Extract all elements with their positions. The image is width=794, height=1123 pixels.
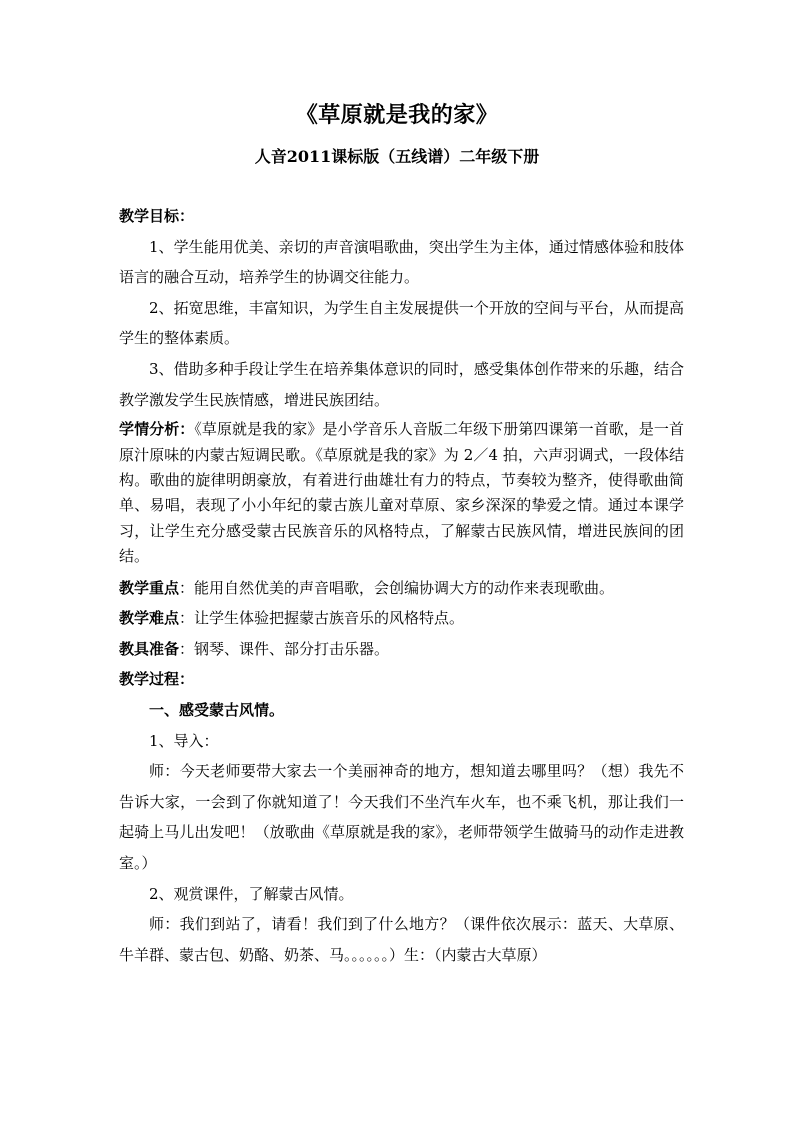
key-point-text: ：能用自然优美的声音唱歌，会创编协调大方的动作来表现歌曲。 xyxy=(179,578,615,597)
process-heading: 教学过程： xyxy=(119,670,195,689)
teacher-intro-paragraph: 师：今天老师要带大家去一个美丽神奇的地方，想知道去哪里吗？（想）我先不告诉大家，一会到了你就知道了！今天我们不坐汽车火车，也不乘飞机，那让我们一起骑上马儿出发吧！（放歌曲《草原就是我的家》，老师带领学生做骑马的动作走进教室。） xyxy=(119,762,684,872)
step-1-label: 1、导入： xyxy=(149,731,219,750)
section-heading: 一、感受蒙古风情。 xyxy=(149,700,285,719)
objective-item-1: 1、学生能用优美、亲切的声音演唱歌曲，突出学生为主体，通过情感体验和肢体语言的融合互动，培养学生的协调交往能力。 xyxy=(119,237,684,287)
step-2-label: 2、观赏课件，了解蒙古风情。 xyxy=(149,884,354,903)
analysis-text: 《草原就是我的家》是小学音乐人音版二年级下册第四课第一首歌，是一首原汁原味的内蒙古短调民歌。《草原就是我的家》为 2／4 拍，六声羽调式，一段体结构。歌曲的旋律明朗豪放，有着进行曲雄壮有力的特点，节奏较为整齐，使得歌曲简单、易唱，表现了小小年纪的蒙古族儿童对草原、家乡深深的挚爱之情。通过本课学习，让学生充分感受蒙古民族音乐的风格特点，了解蒙古民族风情，增进民族间的团结。 xyxy=(119,420,684,566)
objective-item-3: 3、借助多种手段让学生在培养集体意识的同时，感受集体创作带来的乐趣，结合教学激发学生民族情感，增进民族团结。 xyxy=(119,359,684,409)
key-point-label: 教学重点 xyxy=(119,578,180,597)
document-body xyxy=(119,201,684,970)
analysis-label: 学情分析： xyxy=(119,420,195,439)
analysis-paragraph xyxy=(119,417,684,569)
difficulty-paragraph xyxy=(119,603,684,634)
document-subtitle: 人音2011课标版（五线谱）二年级下册 xyxy=(254,147,540,166)
objectives-heading: 教学目标： xyxy=(119,207,195,225)
materials-label: 教具准备 xyxy=(119,639,180,658)
materials-text: ：钢琴、课件、部分打击乐器。 xyxy=(179,639,390,658)
key-point-paragraph xyxy=(119,573,684,604)
difficulty-label: 教学难点 xyxy=(119,609,180,628)
materials-paragraph xyxy=(119,634,684,665)
document-title: 《草原就是我的家》 xyxy=(295,102,499,128)
difficulty-text: ：让学生体验把握蒙古族音乐的风格特点。 xyxy=(179,609,465,628)
objective-item-2: 2、拓宽思维，丰富知识，为学生自主发展提供一个开放的空间与平台，从而提高学生的整体素质。 xyxy=(119,298,684,348)
teacher-question-paragraph: 师：我们到站了，请看！我们到了什么地方？（课件依次展示：蓝天、大草原、牛羊群、蒙古包、奶酪、奶茶、马。。。。。。）生：（内蒙古大草原） xyxy=(119,915,684,964)
